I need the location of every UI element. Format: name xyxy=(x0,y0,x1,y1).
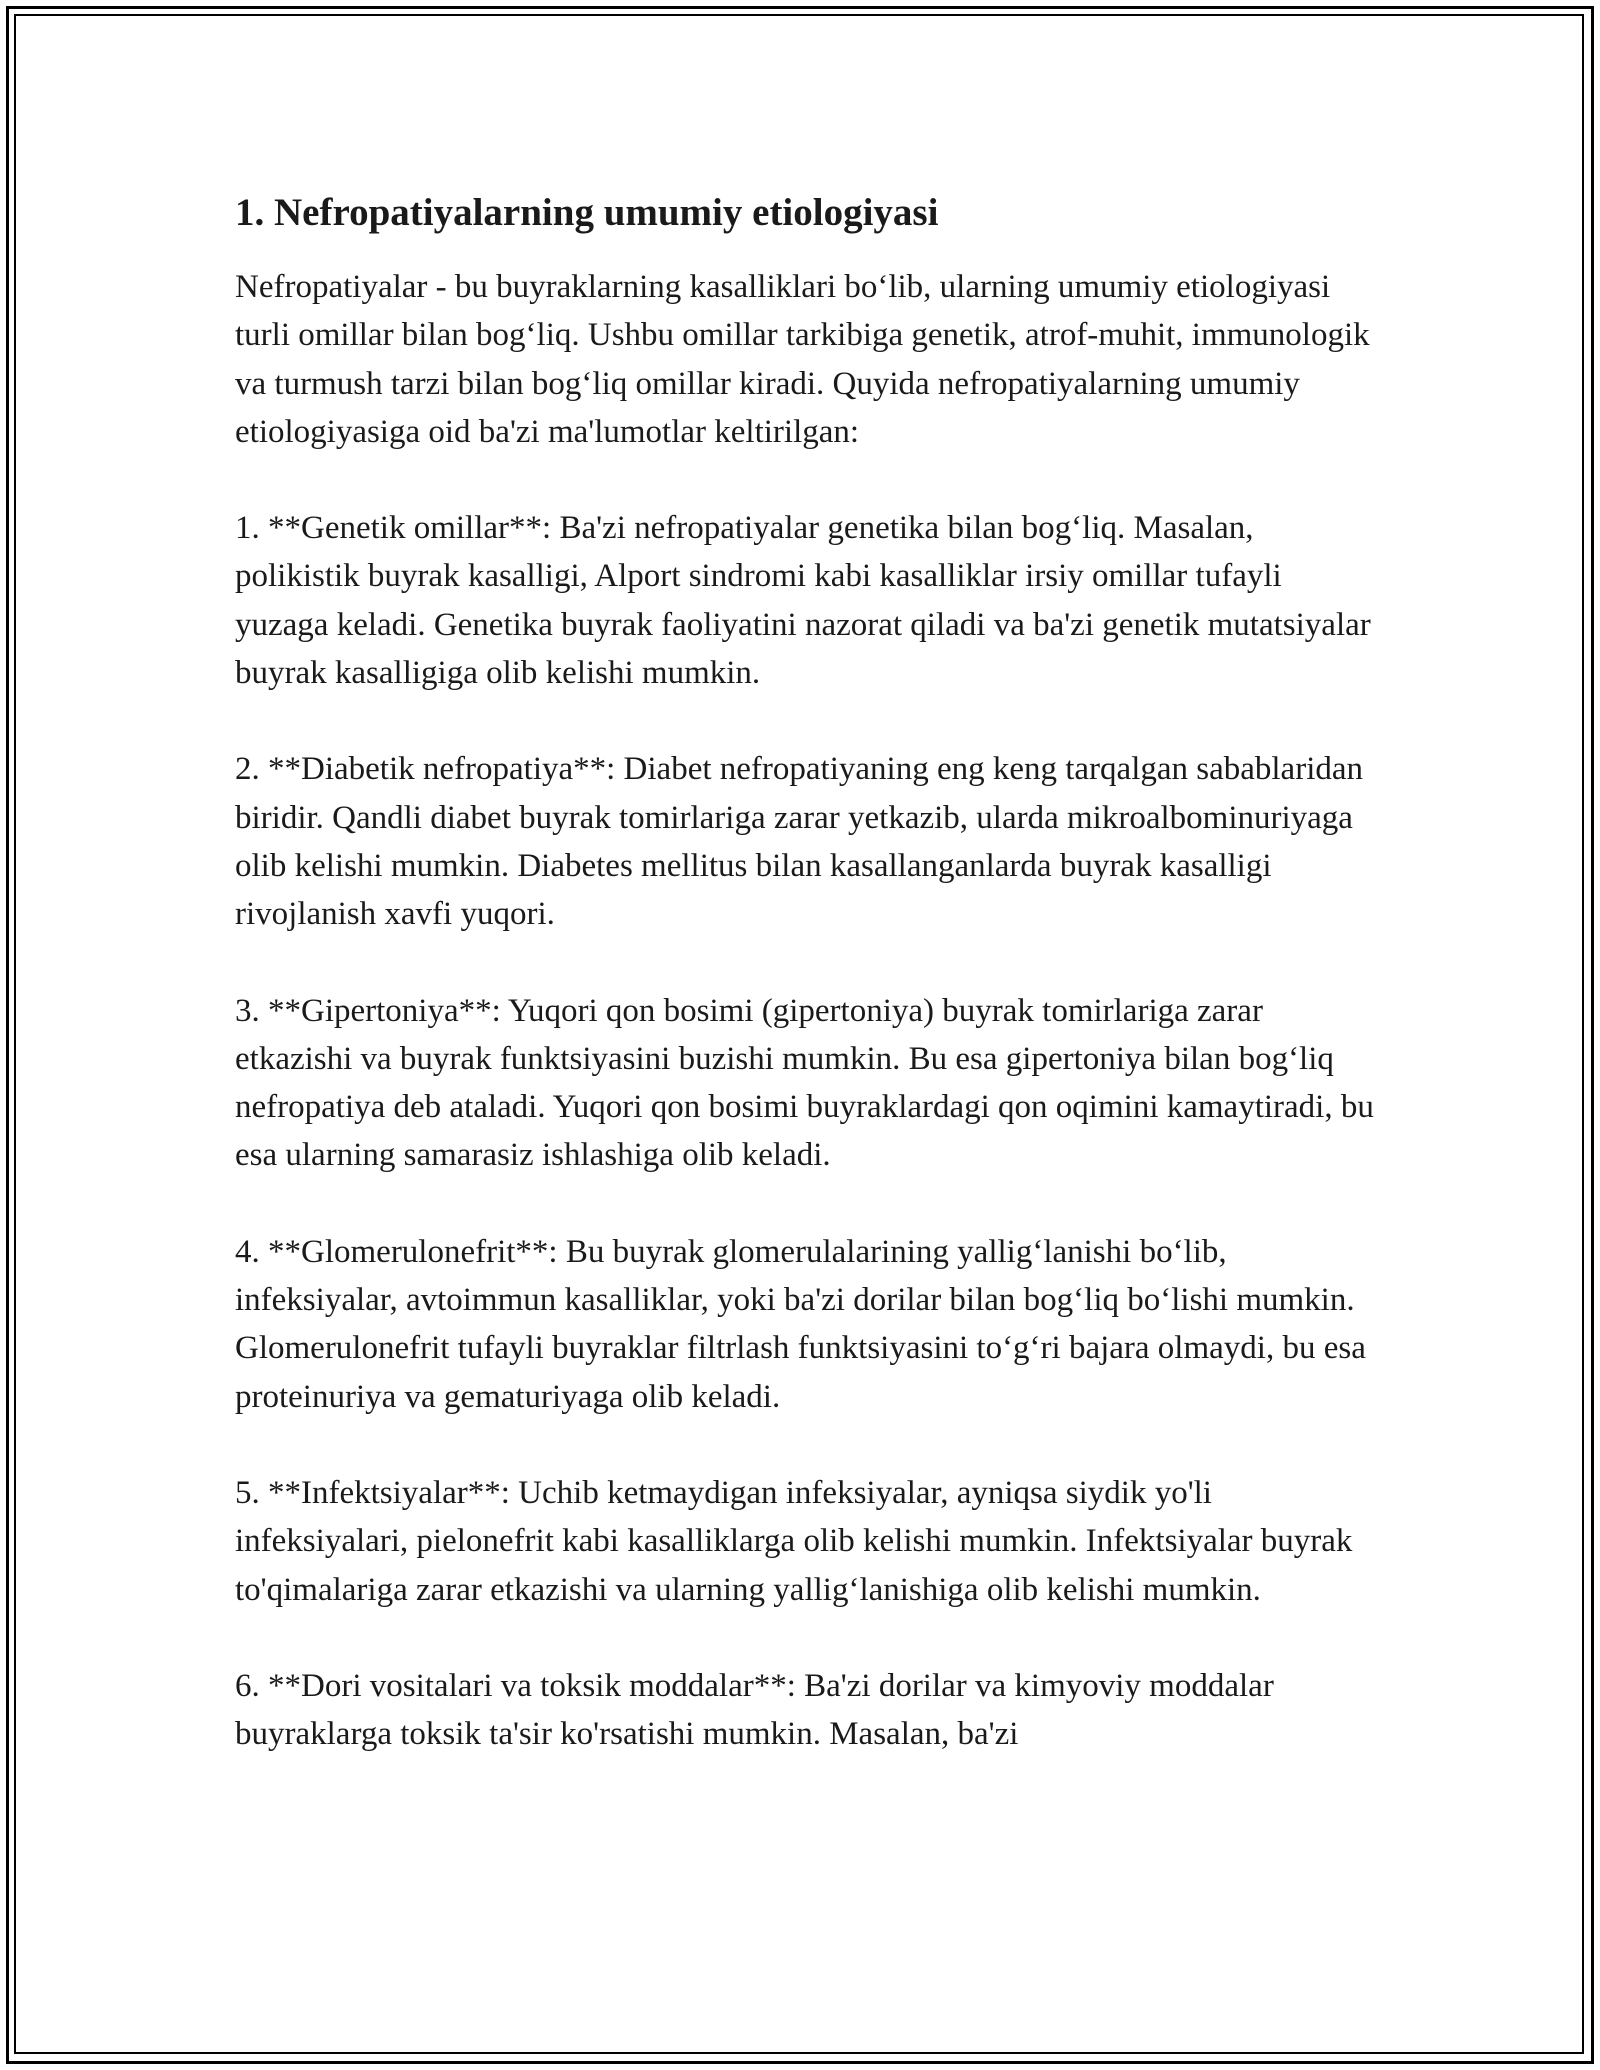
paragraph-diabetic-nephropathy: 2. **Diabetik nefropatiya**: Diabet nefropatiyaning eng keng tarqalgan sabablaridan biridir. Qandli diabet buyrak tomirlariga zarar yetkazib, ularda mikroalbominuriyaga olib kelishi mumkin. Diabetes mellitus bilan kasallanganlarda buyrak kasalligi rivojlanish xavfi yuqori. xyxy=(235,751,1364,933)
document-body xyxy=(235,185,1375,1806)
paragraph-glomerulonephritis: 4. **Glomerulonefrit**: Bu buyrak glomerulalarining yallig‘lanishi bo‘lib, infeksiyalar, avtoimmun kasalliklar, yoki ba'zi dorilar bilan bog‘liq bo‘lishi mumkin. Glomerulonefrit tufayli buyraklar filtrlash funktsiyasini to‘g‘ri bajara olmaydi, bu esa proteinuriya va gematuriyaga olib keladi. xyxy=(235,1233,1366,1415)
paragraph-genetic-factors: 1. **Genetik omillar**: Ba'zi nefropatiyalar genetika bilan bog‘liq. Masalan, polikistik buyrak kasalligi, Alport sindromi kabi kasalliklar irsiy omillar tufayli yuzaga keladi. Genetika buyrak faoliyatini nazorat qiladi va ba'zi genetik mutatsiyalar buyrak kasalligiga olib kelishi mumkin. xyxy=(235,510,1371,692)
paragraph-hypertension: 3. **Gipertoniya**: Yuqori qon bosimi (gipertoniya) buyrak tomirlariga zarar etkazishi va buyrak funktsiyasini buzishi mumkin. Bu esa gipertoniya bilan bog‘liq nefropatiya deb ataladi. Yuqori qon bosimi buyraklardagi qon oqimini kamaytiradi, bu esa ularning samarasiz ishlashiga olib keladi. xyxy=(235,992,1374,1174)
intro-paragraph: Nefropatiyalar - bu buyraklarning kasalliklari bo‘lib, ularning umumiy etiologiyasi turli omillar bilan bog‘liq. Ushbu omillar tarkibiga genetik, atrof-muhit, immunologik va turmush tarzi bilan bog‘liq omillar kiradi. Quyida nefropatiyalarning umumiy etiologiyasiga oid ba'zi ma'lumotlar keltirilgan: xyxy=(235,269,1370,450)
paragraph-drugs-toxins: 6. **Dori vositalari va toksik moddalar**: Ba'zi dorilar va kimyoviy moddalar buyraklarga toksik ta'sir ko'rsatishi mumkin. Masalan, ba'zi xyxy=(235,1667,1274,1753)
paragraph-infections: 5. **Infektsiyalar**: Uchib ketmaydigan infeksiyalar, ayniqsa siydik yo'li infeksiyalari, pielonefrit kabi kasalliklarga olib kelishi mumkin. Infektsiyalar buyrak to'qimalariga zarar etkazishi va ularning yallig‘lanishiga olib kelishi mumkin. xyxy=(235,1474,1353,1608)
section-heading: 1. Nefropatiyalarning umumiy etiologiyasi xyxy=(235,191,939,234)
